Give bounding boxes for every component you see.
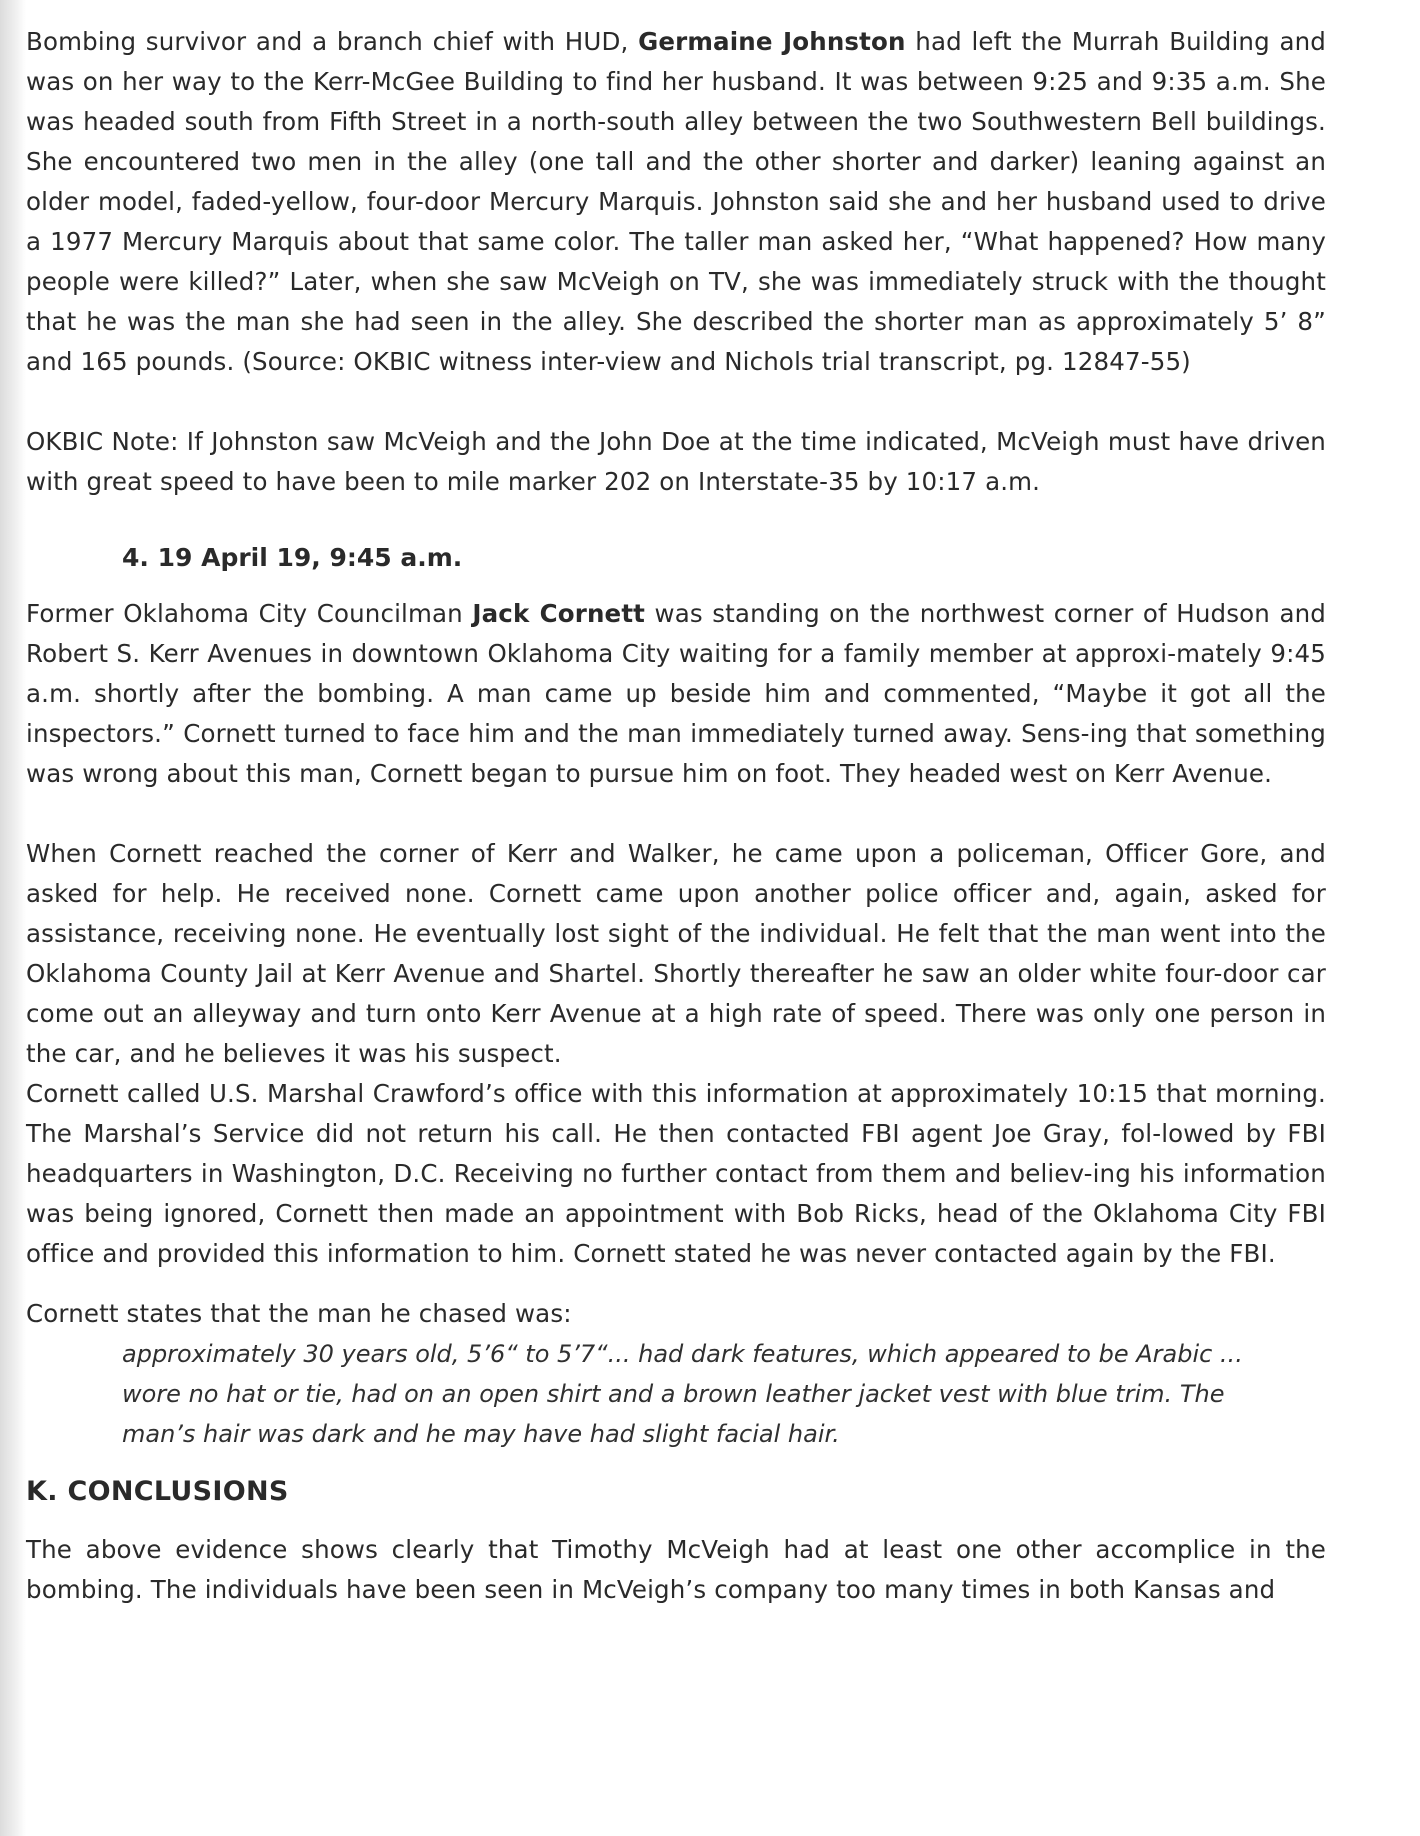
section-heading-conclusions: K. CONCLUSIONS <box>26 1476 289 1507</box>
paragraph-cornett-account <box>26 594 1326 794</box>
paragraph-spacer <box>26 1274 1326 1294</box>
paragraph-conclusions: The above evidence shows clearly that Timothy McVeigh had at least one other accomplice in the bombing. The individuals have been seen in McVeigh’s company too many times in both Kansas and <box>26 1535 1326 1604</box>
document-page <box>26 22 1326 1610</box>
subheading-item-4: 4. 19 April 19, 9:45 a.m. <box>122 543 463 572</box>
witness-name-johnston: Germaine Johnston <box>638 27 906 56</box>
paragraph-cornett-pursuit: When Cornett reached the corner of Kerr and Walker, he came upon a policeman, Officer Gore, and asked for help. He received none. Cornett came upon another police officer and, again, asked for assistance, receiving none. He eventually lost sight of the individual. He felt that the man went into the Oklahoma County Jail at Kerr Avenue and Shartel. Shortly thereafter he saw an older white four-door car come out an alleyway and turn onto Kerr Avenue at a high rate of speed. There was only one person in the car, and he believes it was his suspect. <box>26 839 1326 1068</box>
paragraph-cornett-statement: Cornett states that the man he chased was: <box>26 1299 572 1328</box>
paragraph-johnston-account <box>26 22 1326 382</box>
scan-gutter-shadow <box>0 0 26 1836</box>
paragraph-text: Bombing survivor and a branch chief with HUD, <box>26 27 639 56</box>
paragraph-spacer <box>26 794 1326 834</box>
paragraph-spacer <box>26 382 1326 422</box>
witness-name-cornett: Jack Cornett <box>472 599 646 628</box>
paragraph-text: was standing on the northwest corner of Hudson and Robert S. Kerr Avenues in downtown Oklahoma City waiting for a family member at approxi-mately 9:45 a.m. shortly after the bombing. A man came up beside him and commented, “Maybe it got all the inspectors.” Cornett turned to face him and the man immediately turned away. Sens-ing that something was wrong about this man, Cornett began to pursue him on foot. They headed west on Kerr Avenue. <box>26 599 1327 788</box>
paragraph-text: Former Oklahoma City Councilman <box>26 599 473 628</box>
paragraph-okbic-note: OKBIC Note: If Johnston saw McVeigh and the John Doe at the time indicated, McVeigh must have driven with great speed to have been to mile marker 202 on Interstate-35 by 10:17 a.m. <box>26 427 1326 496</box>
paragraph-text: had left the Murrah Building and was on her way to the Kerr-McGee Building to find her husband. It was between 9:25 and 9:35 a.m. She was headed south from Fifth Street in a north-south alley between the two Southwestern Bell buildings. She encountered two men in the alley (one tall and the other shorter and darker) leaning against an older model, faded-yellow, four-door Mercury Marquis. Johnston said she and her husband used to drive a 1977 Mercury Marquis about that same color. The taller man asked her, “What happened? How many people were killed?” Later, when she saw McVeigh on TV, she was immediately struck with the thought that he was the man she had seen in the alley. She described the shorter man as approximately 5’ 8” and 165 pounds. (Source: OKBIC witness inter-view and Nichols trial transcript, pg. 12847-55) <box>26 27 1326 376</box>
paragraph-cornett-fbi-contact: Cornett called U.S. Marshal Crawford’s office with this information at approximately 10:15 that morning. The Marshal’s Service did not return his call. He then contacted FBI agent Joe Gray, fol-lowed by FBI headquarters in Washington, D.C. Receiving no further contact from them and believ-ing his information was being ignored, Cornett then made an appointment with Bob Ricks, head of the Oklahoma City FBI office and provided this information to him. Cornett stated he was never contacted again by the FBI. <box>26 1079 1326 1268</box>
block-quote-suspect-description: approximately 30 years old, 5’6“ to 5’7“... had dark features, which appeared to be Arabic ... wore no hat or tie, had on an open shirt and a brown leather jacket vest with blue trim. The man’s hair was dark and he may have had slight facial hair. <box>122 1340 1243 1448</box>
paragraph-spacer <box>26 502 1326 522</box>
